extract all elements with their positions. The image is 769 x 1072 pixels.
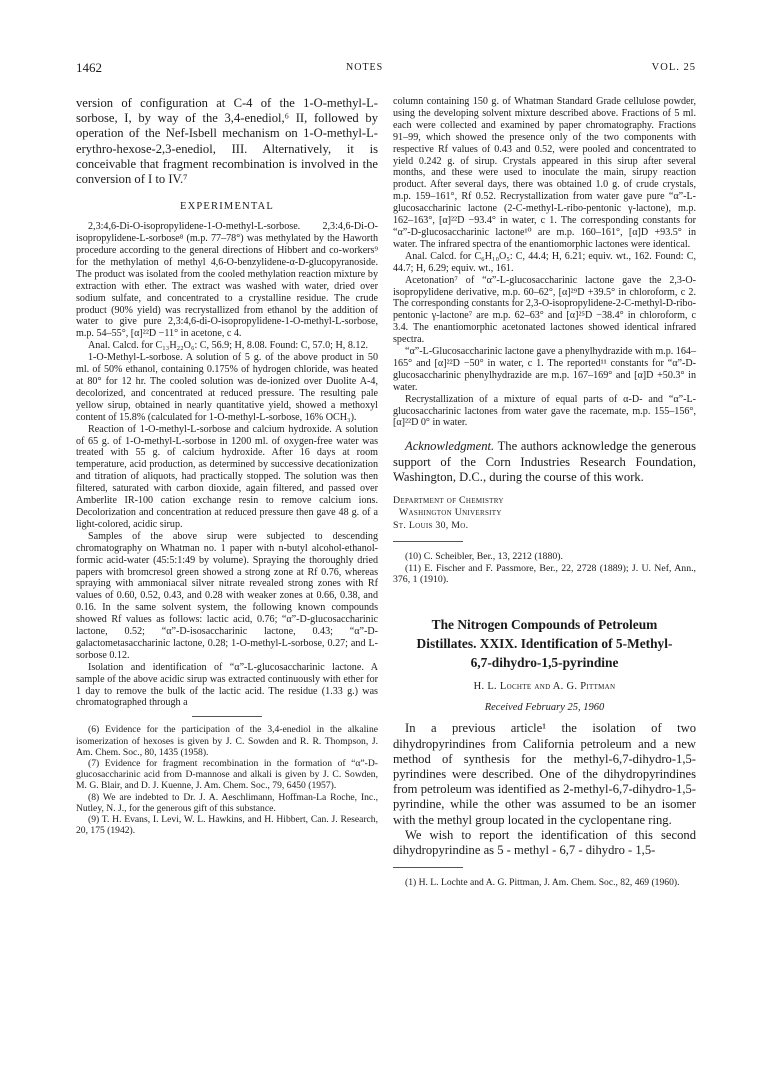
- body-paragraph: “α”-L-Glucosaccharinic lactone gave a phenylhydrazide with m.p. 164–165° and [α]²²D −50° in water, c 1. The reported¹¹ constants for “α”-D-glucosaccharinic phenylhydrazide are m.p. 167–169° and [α]D +50.3° in water.: [393, 346, 696, 393]
- running-header: [76, 60, 696, 80]
- address-line: St. Louis 30, Mo.: [393, 519, 469, 531]
- acknowledgment-label: Acknowledgment.: [405, 439, 495, 454]
- reference: (10) C. Scheibler, Ber., 13, 2212 (1880).: [405, 551, 563, 563]
- footnote-divider: [192, 716, 262, 717]
- article-title-line: 6,7-dihydro-1,5-pyrindine: [470, 655, 619, 671]
- body-paragraph: column containing 150 g. of Whatman Standard Grade cellulose powder, using the developing solvent mixture described above. Fractions of 5 ml. each were collected and examined by paper chromatography. Fractions 91–99, which showed the presence only of the two components with respective Rf values of 0.43 and 0.52, were pooled and concentrated to yield 0.242 g. of sirup. Crystals appeared in this sirup after several months, and these were used to inoculate the main, sirupy reaction product. After several days, there was obtained 1.0 g. of crude crystals, m.p. 159–161°, Rf 0.52. Recrystallization from water gave pure “α”-L-glucosaccharinic lactone (2-C-methyl-L-ribo-pentonic γ-lactone), m.p. 162–163°, [α]²²D −93.4° in water, c 1. The corresponding constants for “α”-D-glucosaccharinic lactone¹⁰ are m.p. 160–161°, [α]D +93.5° in water. The infrared spectra of the enantiomorphic lactones were identical.: [393, 96, 696, 250]
- body-paragraph: 1-O-Methyl-L-sorbose. A solution of 5 g. of the above product in 50 ml. of 50% ethanol, containing 0.175% of hydrogen chloride, was heated at 80° for 12 hr. The cooled solution was de-ionized over Duolite A-4, decolorized, and concentrated at reduced pressure. The resulting pale yellow sirup, obtained in nearly quantitative yield, showed a methoxyl content of 15.8% (calculated for 1-O-methyl-L-sorbose, 16% OCH₃).: [76, 352, 378, 423]
- volume-label: VOL. 25: [651, 62, 696, 73]
- body-paragraph: Anal. Calcd. for C₆H₁₀O₅: C, 44.4; H, 6.21; equiv. wt., 162. Found: C, 44.7; H, 6.29; equiv. wt., 161.: [393, 250, 696, 274]
- body-paragraph: Acetonation⁷ of “α”-L-glucosaccharinic lactone gave the 2,3-O-isopropylidene derivative, m.p. 60–62°, [α]²⁹D +39.5° in chloroform, c 2. The corresponding constants for 2,3-O-isopropylidene-2-C-methyl-D-ribo-pentonic γ-lactone⁷ are m.p. 62–63° and [α]²⁵D −38.4° in chloroform, c 3.4. The enantiomorphic acetonated lactones showed identical infrared spectra.: [393, 274, 697, 346]
- author-address: [393, 495, 696, 532]
- article-authors: H. L. Lochte and A. G. Pittman: [473, 681, 616, 693]
- article-paragraph: We wish to report the identification of this second dihydropyrindine as 5 - methyl - 6,7 - dihydro - 1,5-: [393, 827, 696, 858]
- left-column: [76, 96, 378, 836]
- body-paragraph: Anal. Calcd. for C₁₃H₂₂O₆: C, 56.9; H, 8.08. Found: C, 57.0; H, 8.12.: [88, 340, 369, 352]
- footnote: (8) We are indebted to Dr. J. A. Aeschlimann, Hoffman-La Roche, Inc., Nutley, N. J., for the generous gift of this substance.: [76, 791, 378, 814]
- received-date: Received February 25, 1960: [484, 702, 605, 714]
- article-title: [393, 615, 696, 672]
- acknowledgment-paragraph: [393, 439, 696, 485]
- body-paragraph: 2,3:4,6-Di-O-isopropylidene-1-O-methyl-L-sorbose. 2,3:4,6-Di-O-isopropylidene-L-sorbose⁸ (m.p. 77–78°) was methylated by the Haworth procedure according to the general directions of Hibbert and co-workers⁹ for the methylation of methyl 4,6-O-benzylidene-α-D-glucopyranoside. The product was isolated from the cooled methylation reaction mixture by extraction with ether. The extract was washed with water, dried over sodium sulfate, and concentrated to a crystalline residue. The crude product (90% yield) was recrystallized from ethanol by the addition of water to give pure 2,3:4,6-di-O-isopropylidene-1-O-methyl-L-sorbose, m.p. 54–55°, [α]²²D −11° in acetone, c 4.: [76, 221, 378, 340]
- right-column: [393, 96, 696, 888]
- running-title: NOTES: [346, 62, 384, 73]
- body-paragraph: Samples of the above sirup were subjected to descending chromatography on Whatman no. 1 paper with n-butyl alcohol-ethanol-formic acid-water (45:5:1:49 by volume). Spraying the thoroughly dried papers with bromcresol green showed a strong zone at Rf 0.76, whereas spraying with ammoniacal silver nitrate revealed strong zones with Rf values of 0.60, 0.52, 0.43, and 0.28 with weaker zones at 0.66, 0.38, and 0.16. In the same solvent system, the following known compounds showed Rf values as follows: lactic acid, 0.76; “α”-D-glucosaccharinic lactone, 0.52; “α”-D-isosaccharinic lactone, 0.43; “α”-D-galactometasaccharinic lactone, 0.28; 1-O-methyl-L-sorbose, 0.27; and L-sorbose 0.12.: [76, 530, 378, 661]
- footnote: (7) Evidence for fragment recombination in the formation of “α”-D-glucosaccharinic acid from D-mannose and alkali is given by J. C. Sowden, M. G. Blair, and D. J. Kuenne, J. Am. Chem. Soc., 79, 6450 (1957).: [76, 757, 378, 792]
- reference: (11) E. Fischer and F. Passmore, Ber., 22, 2728 (1889); J. U. Nef, Ann., 376, 1 (1910).: [393, 562, 696, 586]
- article-footnote: (1) H. L. Lochte and A. G. Pittman, J. Am. Chem. Soc., 82, 469 (1960).: [405, 877, 680, 889]
- body-paragraph: Reaction of 1-O-methyl-L-sorbose and calcium hydroxide. A solution of 65 g. of 1-O-methyl-L-sorbose in 1200 ml. of oxygen-free water was treated with 55 g. of calcium hydroxide. After 16 days at room temperature, acid production, as determined by successive decationization and titration of aliquots, had practically stopped. The solution was then filtered, saturated with carbon dioxide, again filtered, and passed over Amberlite IR-100 cation exchange resin to remove calcium ions. Decolorization and concentration at reduced pressure then gave 48 g. of a light-colored, acidic sirup.: [76, 423, 378, 530]
- body-paragraph: Isolation and identification of “α”-L-glucosaccharinic lactone. A sample of the above acidic sirup was extracted continuously with ether for 1 day to remove the bulk of the lactic acid. The residue (1.33 g.) was chromatographed through a: [76, 661, 378, 709]
- acknowledgment-text: The authors acknowledge the generous support of the Corn Industries Research Foundation, Washington, D.C., during the course of this work.: [393, 439, 696, 484]
- address-line: Department of Chemistry: [393, 494, 504, 506]
- intro-paragraph: version of configuration at C-4 of the 1-O-methyl-L-sorbose, I, by way of the 3,4-enediol,⁶ II, followed by operation of the Nef-Isbell mechanism on 1-O-methyl-L-erythro-hexose-2,3-enediol, III. Alternatively, it is conceivable that fragment recombination is involved in the conversion of I to IV.⁷: [76, 96, 378, 187]
- article-paragraph: In a previous article¹ the isolation of two dihydropyrindines from California petroleum and a new method of synthesis for the methyl-6,7-dihydro-1,5-pyrindines were described. One of the dihydropyrindines from petroleum was identified as 2-methyl-6,7-dihydro-1,5-pyrindine, while the other was assumed to be an isomer with the methyl group located in the cyclopentane ring.: [393, 721, 696, 827]
- footnote: (6) Evidence for the participation of the 3,4-enediol in the alkaline isomerization of hexoses is given by J. C. Sowden and R. R. Thompson, J. Am. Chem. Soc., 80, 1435 (1958).: [76, 724, 378, 758]
- experimental-heading: EXPERIMENTAL: [179, 201, 275, 213]
- page-number: 1462: [76, 60, 102, 75]
- article-footnote-divider: [393, 867, 463, 868]
- address-line: Washington University: [399, 507, 502, 519]
- reference-divider: [393, 541, 463, 542]
- footnote: (9) T. H. Evans, I. Levi, W. L. Hawkins, and H. Hibbert, Can. J. Research, 20, 175 (1942).: [76, 814, 378, 837]
- article-title-line: Distillates. XXIX. Identification of 5-Methyl-: [416, 636, 673, 652]
- body-paragraph: Recrystallization of a mixture of equal parts of α-D- and “α”-L-glucosaccharinic lactones from water gave the racemate, m.p. 155–156°, [α]²²D 0° in water.: [393, 393, 696, 429]
- article-title-line: The Nitrogen Compounds of Petroleum: [431, 617, 658, 633]
